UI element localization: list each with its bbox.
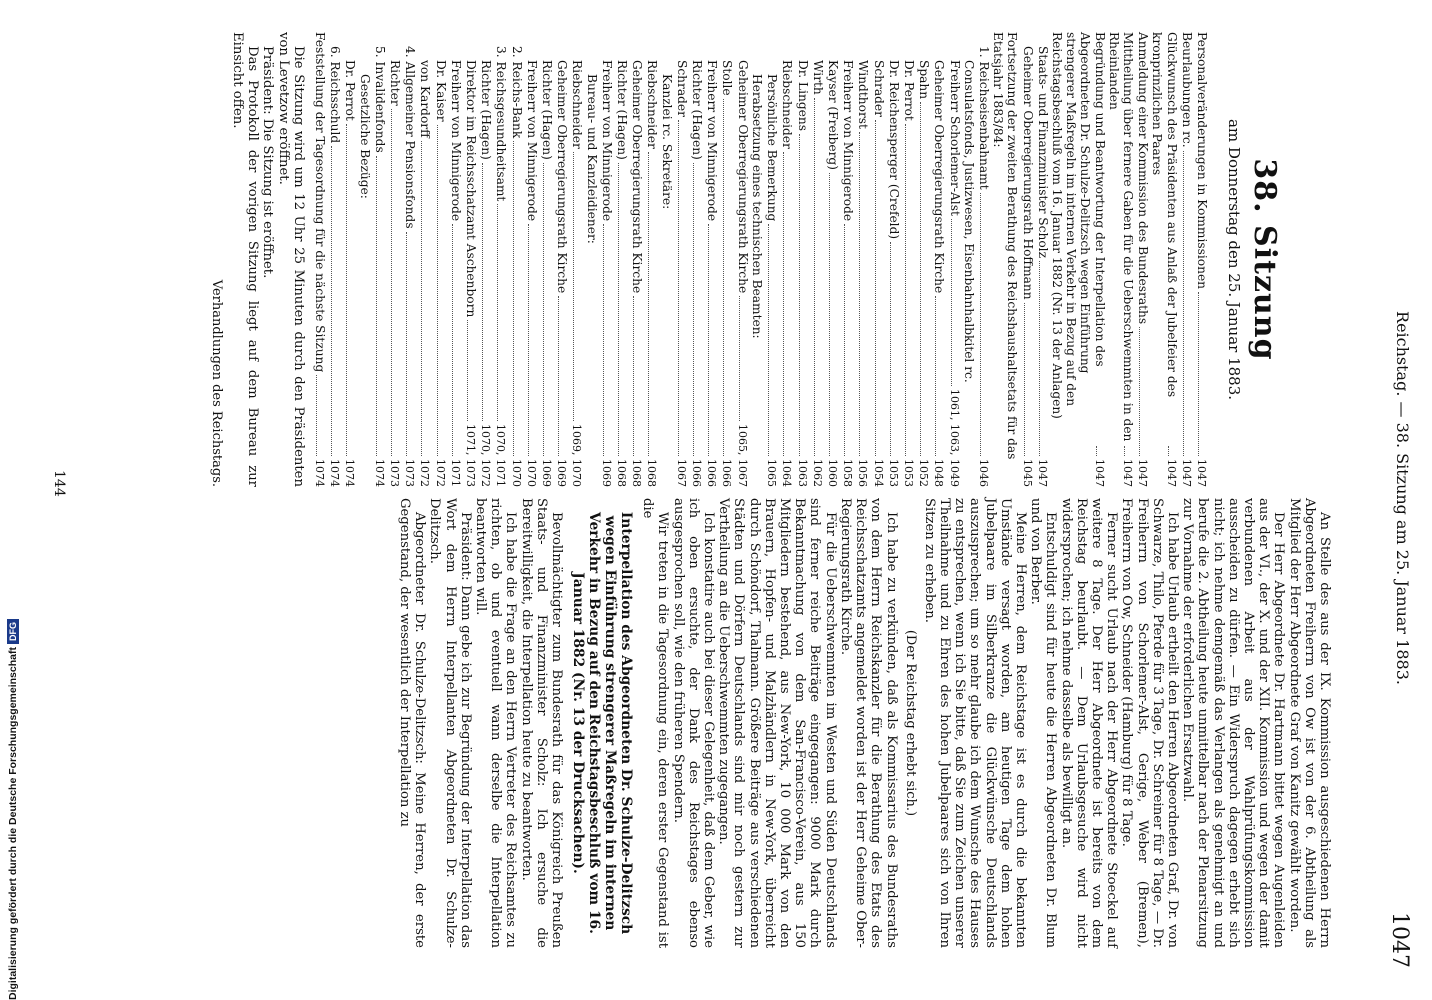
toc-leader xyxy=(844,224,845,456)
toc-entry-text: Beurlaubungen rc. xyxy=(1179,32,1194,148)
toc-entry xyxy=(689,32,704,487)
toc-entry xyxy=(387,32,402,487)
toc-entry-page: 1074 xyxy=(313,459,327,487)
toc-entry-text: Freiherr von Minnigerode xyxy=(841,60,856,222)
toc-leader xyxy=(391,109,392,456)
toc-leader xyxy=(1096,446,1097,456)
toc-entry-page: 1074 xyxy=(343,459,357,487)
toc-leader xyxy=(346,124,347,456)
toc-entry-text: Dr. Reichensperger (Crefeld) xyxy=(886,60,901,240)
paragraph: Ich habe Urlaub ertheilt den Herren Abgeordneten Graf, Dr. von Schwarze, Thilo, Pferde für 3 Tage, Dr. Schreiner für 8 Tage, — Dr. Freiherrn von Schorlemer-Alst, Gerige, Weber (Bremen), Freiherrn von Ow, Schneider (Hamburg) für 8 Tage. xyxy=(1119,498,1180,948)
toc-entry xyxy=(886,32,901,487)
toc-entry-text: Geheimer Oberregierungsrath Hoffmann xyxy=(1020,46,1035,300)
toc-entry xyxy=(779,32,794,487)
toc-entry xyxy=(916,32,931,487)
toc-entry xyxy=(674,32,689,487)
paragraph: Bevollmächtigter zum Bundesrath für das Königreich Preußen Staats- und Finanzminister Scholz: Ich ersuche die Bereitwilligkeit, die Interpellation heute zu beantworten. xyxy=(518,498,565,948)
toc-entry-page: 1066 xyxy=(690,459,704,487)
toc-entry xyxy=(569,32,584,487)
toc-entry-page: 1069 xyxy=(540,459,554,487)
paragraph: Entschuldigt sind für heute die Herren Abgeordneten Dr. Blum und von Berber. xyxy=(1028,498,1059,948)
toc-entry-text: Freiherr Schorlemer-Alst xyxy=(947,60,962,216)
toc-entry-page: 1047 xyxy=(1195,459,1208,487)
toc-entry-page: 1072 xyxy=(418,459,432,487)
toc-entry xyxy=(1150,32,1178,487)
toc-leader xyxy=(829,173,830,456)
toc-leader xyxy=(1039,261,1040,456)
toc-entry xyxy=(901,32,916,487)
toc-leader xyxy=(951,219,952,386)
toc-leader xyxy=(1183,151,1184,456)
toc-entry-page: 1047 xyxy=(1092,459,1106,487)
toc-entry-text: Schrader xyxy=(674,60,689,117)
toc-leader xyxy=(1139,327,1140,456)
toc-entry-text: Richter (Hagen) xyxy=(690,60,705,160)
toc-leader xyxy=(678,120,679,456)
toc-entry-text: Direktor im Reichsschatzamt Aschenborn xyxy=(464,60,479,318)
toc-entry-page: 1071 xyxy=(448,459,462,487)
toc-leader xyxy=(935,296,936,456)
toc-entry xyxy=(1179,32,1194,487)
toc-entry-text: 3. Reichsgesundheitsamt xyxy=(494,46,509,202)
protocol-note: Das Protokoll der vorigen Sitzung liegt auf dem Bureau zur Einsicht offen. xyxy=(230,32,261,487)
toc-entry-page: 1062 xyxy=(810,459,824,487)
toc-leader xyxy=(406,232,407,456)
toc-leader xyxy=(482,163,483,421)
toc-leader xyxy=(1198,292,1199,456)
toc-leader xyxy=(558,296,559,456)
toc-entry-page: 1053 xyxy=(886,459,900,487)
toc-entry-page: 1060 xyxy=(825,459,839,487)
toc-entry xyxy=(629,32,644,487)
paragraph: Wir treten in die Tagesordnung ein, deren erster Gegenstand ist die xyxy=(640,498,671,948)
toc-entry-text: 1. Reichseisenbahnamt xyxy=(976,46,991,190)
toc-entry-page: 1072 xyxy=(433,459,447,487)
paragraph: Der Herr Abgeordnete Dr. Hartmann bittet wegen Augenleiden aus der VI., der X. und der XII. Kommission und wegen der damit verbundenen Arbeit aus der Wahlprüfungskommission ausscheiden zu dürfen. — Ein Widerspruch dagegen erhebt sich nicht; ich nehme demgemäß das Verlangen als genehmigt an und berufe die 2. Abtheilung heute unmittelbar nach der Plenarsitzung zur Vornahme der erforderlichen Ersatzwahl. xyxy=(1180,498,1287,948)
toc-entry xyxy=(554,32,569,487)
toc-entry-page: 1067 xyxy=(674,459,688,487)
toc-entry xyxy=(1019,32,1034,487)
toc-entry-text: Wirth xyxy=(810,60,825,95)
right-column xyxy=(397,498,1332,948)
toc-entry-page: 1068 xyxy=(630,459,644,487)
toc-entry-text: Richter (Hagen) xyxy=(540,60,555,160)
toc-entry-text: Geheimer Oberregierungsrath Kirche xyxy=(555,60,570,294)
toc-entry xyxy=(599,32,614,487)
toc-leader xyxy=(633,296,634,456)
toc-entry-text: Freiherr von Minnigerode xyxy=(524,60,539,222)
toc-leader xyxy=(603,224,604,456)
dfg-logo: DFG xyxy=(7,619,19,644)
toc-leader xyxy=(708,224,709,456)
toc-leader xyxy=(859,132,860,456)
toc-entry-page: 1066 xyxy=(705,459,719,487)
toc-entry-text: Schrader xyxy=(871,60,886,117)
toc-entry-text: Mittheilung über fernere Gaben für die Ueberschwemmten in den Rheinlanden xyxy=(1106,32,1135,442)
toc-entry xyxy=(659,32,673,487)
toc-entry-text: Geheimer Oberregierungsrath Kirche xyxy=(630,60,645,294)
toc-entry xyxy=(1194,32,1209,487)
toc-leader xyxy=(316,375,317,456)
toc-leader xyxy=(920,102,921,456)
session-date: am Donnerstag den 25. Januar 1883. xyxy=(1225,118,1243,401)
toc-entry xyxy=(493,32,508,487)
toc-entry-text: Consulatsfonds, Justizwesen, Eisenbahnhalbkitel rc. xyxy=(961,60,976,383)
toc-entry-text: Spahn xyxy=(917,60,932,100)
toc-entry xyxy=(976,32,991,487)
toc-entry xyxy=(794,32,809,487)
toc-entry xyxy=(478,32,493,487)
toc-entry-page: 1058 xyxy=(841,459,855,487)
toc-entry xyxy=(1050,32,1107,487)
paragraph: Ferner sucht Urlaub nach der Herr Abgeordnete Stoeckel auf weitere 8 Tage. Der Herr Abgeordnete ist bereits von dem Reichstag beurlaubt. — Dem Urlaubsgesuche wird nicht widersprochen; ich nehme dasselbe als bewilligt an. xyxy=(1058,498,1120,948)
toc-entry-text: Stolle xyxy=(720,60,735,96)
toc-entry-page: 1070, 1071 xyxy=(494,424,508,487)
toc-entry xyxy=(840,32,855,487)
toc-entry-page: 1056 xyxy=(856,459,870,487)
toc-entry xyxy=(750,32,764,487)
paragraph: Ich habe die Frage an den Herrn Vertreter des Reichsamtes zu richten, ob und eventuell wann derselbe die Interpellation beantworten will. xyxy=(473,498,519,948)
toc-entry-text: Dr. Perrot xyxy=(343,60,358,121)
toc-entry-text: Fortsetzung der zweiten Berathung des Reichshaushaltsetats für das Etatsjahr 1883/84: xyxy=(991,32,1020,460)
toc-leader xyxy=(437,125,438,456)
signature-mark: 144 xyxy=(51,470,67,497)
toc-entry xyxy=(704,32,719,487)
toc-entry-text: 5. Invalidenfonds xyxy=(372,46,387,153)
toc-entry-text: Windthorst xyxy=(856,60,871,129)
toc-leader xyxy=(331,146,332,456)
toc-entry xyxy=(962,32,976,487)
toc-entry-page: 1070, 1072 xyxy=(479,424,493,487)
toc-entry-page: 1070 xyxy=(509,459,523,487)
toc-entry-page: 1046 xyxy=(976,459,990,487)
toc-entry xyxy=(539,32,554,487)
toc-entry-text: Freiherr von Minnigerode xyxy=(448,60,463,222)
toc-entry-page: 1071, 1073 xyxy=(464,424,478,487)
toc-entry xyxy=(644,32,659,487)
toc-entry-page: 1054 xyxy=(871,459,885,487)
toc-leader xyxy=(648,152,649,456)
toc-leader xyxy=(618,163,619,456)
toc-leader xyxy=(1168,446,1169,456)
toc-entry xyxy=(342,32,357,487)
toc-entry xyxy=(508,32,523,487)
toc-entry-text: Riebschneider xyxy=(645,60,660,149)
toc-entry xyxy=(764,32,779,487)
toc-entry-text: 2. Reichs-Bank xyxy=(509,46,524,139)
toc-entry-text: Geheimer Oberregierungsrath Kirche xyxy=(932,60,947,294)
toc-entry-text: Dr. Lingens xyxy=(795,60,810,131)
toc-entry-text: Freiherr von Minnigerode xyxy=(599,60,614,222)
opening-paragraph: Die Sitzung wird um 12 Uhr 25 Minuten durch den Präsidenten von Levetzow eröffnet. xyxy=(275,32,306,487)
left-column xyxy=(209,32,1332,487)
credit-text: Digitalisierung gefördert durch die Deutsche Forschungsgemeinschaft xyxy=(7,647,19,1000)
toc-entry-text: 6. Reichsschuld xyxy=(328,46,343,144)
stage-direction: (Der Reichstag erhebt sich.) xyxy=(902,629,918,817)
paragraph: Ich habe zu verkünden, daß als Kommissarius des Bundesraths von dem Herrn Reichskanzler für die Berathung des Etats des Reichsschatzamts angemeldet worden ist der Herr Geheime Ober-Regierungsrath Kirche. xyxy=(837,498,899,948)
running-header xyxy=(1374,28,1414,968)
toc-leader xyxy=(452,224,453,456)
toc-leader xyxy=(376,156,377,456)
toc-entry-page: 1047 xyxy=(1035,459,1049,487)
toc-entry xyxy=(372,32,387,487)
dfg-credit xyxy=(2,622,24,1000)
toc-entry-page: 1070 xyxy=(524,459,538,487)
toc-leader xyxy=(513,141,514,456)
toc-entry-text: Herabsetzung eines technischen Beamten: xyxy=(749,74,764,339)
toc-leader xyxy=(783,152,784,456)
toc-entry-page: 1065, 1067 xyxy=(735,424,749,487)
toc-entry xyxy=(825,32,840,487)
toc-entry-text: Richter (Hagen) xyxy=(479,60,494,160)
toc-entry-text: Kayser (Freiberg) xyxy=(825,60,840,170)
paragraph: An Stelle des aus der IX. Kommission ausgeschiedenen Herrn Abgeordneten Freiherrn von Ow ist von der 6. Abtheilung als Mitglied der Herr Abgeordnete Graf von Kanitz gewählt worden. xyxy=(1286,498,1332,948)
toc-leader xyxy=(497,204,498,421)
president-statement: Präsident: Die Sitzung ist eröffnet. xyxy=(260,46,276,279)
paragraph: Meine Herren, dem Reichstage ist es durch die bekannten Umstände versagt worden, am heutigen Tage dem hohen Jubelpaare im Silberkranze die Glückwünsche Deutschlands auszusprechen; um so mehr glaube ich dem Wunsche des Hauses zu entsprechen, wenn ich Sie bitte, daß Sie zum Zeichen unserer Theilnahme und zu Ehren des hohen Jubelpaares sich von Ihren Sitzen zu erheben. xyxy=(921,498,1028,948)
toc-entry-page: 1069 xyxy=(555,459,569,487)
toc-entry xyxy=(1107,32,1135,487)
toc-leader xyxy=(1024,303,1025,456)
toc-leader xyxy=(528,224,529,456)
toc-leader xyxy=(875,120,876,456)
table-of-contents xyxy=(312,32,1209,487)
toc-entry-text: Kanzlei rc. Sekretäre: xyxy=(659,74,674,210)
toc-entry-page: 1073 xyxy=(388,459,402,487)
toc-entry xyxy=(870,32,885,487)
toc-leader xyxy=(421,141,422,456)
toc-entry-text: Bureau- und Kanzleidiener: xyxy=(584,74,599,244)
toc-leader xyxy=(693,163,694,456)
toc-entry xyxy=(946,32,961,487)
toc-entry xyxy=(855,32,870,487)
volume-note: Verhandlungen des Reichstags. xyxy=(208,279,224,487)
toc-entry-text: 4. Allgemeiner Pensionsfonds xyxy=(403,46,418,229)
toc-entry-page: 1074 xyxy=(328,459,342,487)
toc-entry-text: Riebschneider xyxy=(570,60,585,149)
toc-entry xyxy=(931,32,946,487)
toc-leader xyxy=(814,98,815,456)
toc-entry-text: Richter (Hagen) xyxy=(615,60,630,160)
toc-entry xyxy=(614,32,629,487)
toc-entry xyxy=(402,32,417,487)
header-title: Reichstag. — 38. Sitzung am 25. Januar 1883. xyxy=(1393,311,1412,685)
toc-entry-page: 1064 xyxy=(780,459,794,487)
toc-leader xyxy=(543,163,544,456)
paragraph: Für die Ueberschwemmten im Westen und Süden Deutschlands sind ferner reiche Beiträge eingegangen: 9000 Mark durch Bekanntmachung von dem San-Francisco-Verein, aus 150 Mitgliedern bestehend, aus New-York, 10 000 Mark von den Brauern, Hopfen- und Malzhändlern in New-York, überreicht durch Schöndorf, Thalmann. Größere Beiträge aus verschiedenen Städten und Dörfern Deutschlands sind mir noch gestern zur Vertheilung an die Ueberschwemmten zugegangen. xyxy=(716,498,838,948)
toc-leader xyxy=(739,296,740,421)
toc-leader xyxy=(799,134,800,456)
toc-entry xyxy=(327,32,342,487)
toc-leader xyxy=(573,152,574,421)
toc-entry-text: Dr. Kaiser xyxy=(433,60,448,122)
toc-entry-page: 1074 xyxy=(372,459,386,487)
interpellation-heading: Interpellation des Abgeordneten Dr. Schulze-Delitzsch wegen Einführung strengerer Maßregeln im internen Verkehr in Bezug auf den Reichstagsbeschluß vom 16. Januar 1882 (Nr. 13 der Drucksachen). xyxy=(570,511,635,935)
toc-entry-text: Begründung und Beantwortung der Interpellation des Abgeordneten Dr. Schulze-Delitzsch wegen Einführung strengerer Maßregeln im internen Verkehr in Bezug auf den Reichstagsbeschluß vom 16. Januar 1882 (Nr. 13 der Anlagen) xyxy=(1049,32,1107,419)
toc-entry-page: 1069 xyxy=(599,459,613,487)
toc-entry xyxy=(448,32,463,487)
toc-entry-text: Personalveränderungen in Kommissionen xyxy=(1195,32,1209,290)
toc-entry-text: Persönliche Bemerkung xyxy=(765,74,780,222)
toc-entry-page: 1063 xyxy=(795,459,809,487)
toc-leader xyxy=(905,124,906,456)
toc-entry xyxy=(357,32,371,487)
toc-entry-text: Glückwunsch des Präsidenten aus Anlaß der Jubelfeier des kronprinzlichen Paares xyxy=(1150,32,1179,398)
toc-entry-text: Dr. Perrot xyxy=(901,60,916,121)
toc-entry-page: 1068 xyxy=(615,459,629,487)
toc-entry xyxy=(719,32,734,487)
header-page-number: 1047 xyxy=(1387,912,1412,968)
toc-entry-text: Anmeldung einer Kommission des Bundesraths xyxy=(1136,32,1151,325)
toc-entry-text: von Kardorff xyxy=(418,60,433,138)
toc-entry-text: Geheimer Oberregierungsrath Kirche xyxy=(735,60,750,294)
toc-entry xyxy=(432,32,447,487)
toc-entry xyxy=(735,32,750,487)
toc-entry-page: 1048 xyxy=(932,459,946,487)
toc-entry xyxy=(1135,32,1150,487)
session-title: 38. Sitzung xyxy=(1247,158,1282,361)
toc-leader xyxy=(980,193,981,456)
toc-entry-text: Freiherr von Minnigerode xyxy=(705,60,720,222)
toc-entry xyxy=(810,32,825,487)
toc-entry-page: 1052 xyxy=(917,459,931,487)
toc-entry-page: 1073 xyxy=(403,459,417,487)
toc-entry xyxy=(463,32,478,487)
toc-entry-page: 1045 xyxy=(1020,459,1034,487)
toc-entry-page: 1047 xyxy=(1136,459,1150,487)
toc-entry-page: 1053 xyxy=(901,459,915,487)
paragraph: Abgeordneter Dr. Schulze-Delitzsch: Meine Herren, der erste Gegenstand, der wesentlich der Interpellation zu xyxy=(397,498,428,948)
toc-leader xyxy=(467,320,468,421)
toc-entry xyxy=(312,32,327,487)
toc-entry-text: Richter xyxy=(388,60,403,106)
toc-entry-text: Feststellung der Tagesordnung für die nächste Sitzung xyxy=(313,32,328,373)
paragraph: Ich konstatire auch bei dieser Gelegenheit, daß dem Geber, wie ich oben ersuchte, der Dank des Reichstages ebenso ausgesprochen soll, wie den früheren Spendern. xyxy=(670,498,717,948)
toc-entry xyxy=(524,32,539,487)
toc-leader xyxy=(768,224,769,456)
toc-leader xyxy=(1124,446,1125,456)
toc-entry-page: 1047 xyxy=(1179,459,1193,487)
toc-entry-page: 1068 xyxy=(645,459,659,487)
paragraph: Präsident: Dann gebe ich zur Begründung der Interpellation das Wort dem Herrn Interpellanten Abgeordneten Dr. Schulze-Delitzsch. xyxy=(427,498,473,948)
toc-entry-text: Riebschneider xyxy=(780,60,795,149)
toc-entry-page: 1065 xyxy=(765,459,779,487)
toc-entry-page: 1069, 1070 xyxy=(570,424,584,487)
toc-entry-page: 1061, 1063, 1049 xyxy=(947,389,961,487)
toc-entry-page: 1047 xyxy=(1120,459,1134,487)
toc-entry xyxy=(417,32,432,487)
toc-leader xyxy=(724,99,725,456)
toc-entry xyxy=(1035,32,1050,487)
toc-entry xyxy=(991,32,1019,487)
toc-entry xyxy=(584,32,598,487)
toc-entry-text: Gesetzliche Bezüge: xyxy=(357,74,372,199)
toc-entry-page: 1066 xyxy=(720,459,734,487)
toc-leader xyxy=(890,242,891,456)
toc-entry-page: 1047 xyxy=(1164,459,1178,487)
toc-entry-text: Staats- und Finanzminister Scholz xyxy=(1035,46,1050,258)
